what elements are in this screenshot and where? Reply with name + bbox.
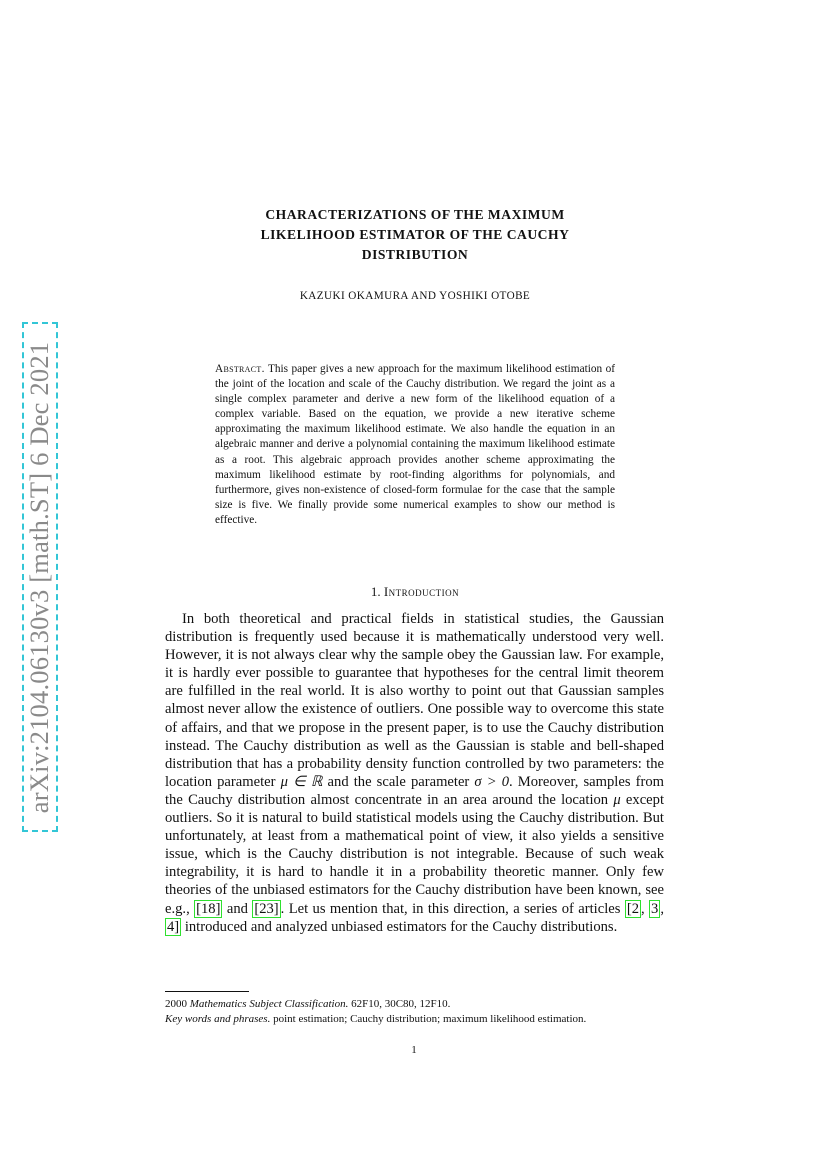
title-line: LIKELIHOOD ESTIMATOR OF THE CAUCHY [260,227,570,242]
section-title: Introduction [383,584,460,599]
citation-separator: , [660,900,664,917]
body-text-segment: and [222,900,253,917]
title-line: DISTRIBUTION [361,247,469,262]
citation-link[interactable]: 4] [167,918,180,935]
body-text-segment: introduced and analyzed unbiased estimators for the Cauchy distributions. [181,918,618,935]
citation-link[interactable]: [23] [254,900,279,917]
paper-title [165,205,665,265]
body-text-segment: and the scale parameter [322,773,475,790]
footnote-divider [165,991,249,992]
author-list: KAZUKI OKAMURA AND YOSHIKI OTOBE [299,290,531,302]
citation-link[interactable]: 3 [651,900,659,917]
page-number: 1 [411,1044,417,1056]
keywords-label: Key words and phrases. [165,1013,271,1025]
msc-year: 2000 [165,998,190,1010]
msc-label: Mathematics Subject Classification. [189,998,349,1010]
citation-link[interactable]: [2 [626,900,639,917]
arxiv-identifier-stamp [22,322,58,832]
section-heading [165,584,665,600]
abstract-label: Abstract. [215,363,265,375]
inline-math: μ ∈ ℝ [280,773,323,790]
body-text-segment: In both theoretical and practical fields in statistical studies, the Gaussian distribution is frequently used because it is mathematically understood very well. However, it is not always clear why the sample obey the Gaussian law. For example, it is hardly ever possible to guarantee that hypotheses for the central limit theorem are fulfilled in the real world. It is also worthy to point out that Gaussian samples almost never allow the existence of outliers. One possible way to overcome this state of affairs, and that we propose in the present paper, is to use the Cauchy distribution instead. The Cauchy distribution as well as the Gaussian is stable and bell-shaped distribution that has a probability density function controlled by two parameters: the location parameter [165,611,664,790]
citation-separator: , [641,900,650,917]
inline-math: μ [613,791,621,808]
abstract-text: This paper gives a new approach for the maximum likelihood estimation of the joint of the location and scale of the Cauchy distribution. We regard the joint as a single complex parameter and derive a new form of the likelihood equation of a complex variable. Based on the equation, we provide a new iterative scheme approximating the maximum likelihood estimate. We also handle the equation in an algebraic manner and derive a polynomial containing the maximum likelihood estimate as a root. This algebraic approach provides another scheme approximating the maximum likelihood estimate by root-finding algorithms for polynomials, and furthermore, gives non-existence of closed-form formulae for the case that the sample size is five. We finally provide some numerical examples to show our method is effective. [215,363,615,526]
keywords-text: point estimation; Cauchy distribution; maximum likelihood estimation. [270,1013,587,1025]
body-text-segment: . Let us mention that, in this direction, a series of articles [280,900,625,917]
msc-codes: 62F10, 30C80, 12F10. [348,998,451,1010]
msc-footnote [165,997,664,1012]
keywords-footnote [165,1012,664,1027]
abstract [215,362,615,528]
footnotes [165,997,664,1027]
inline-math: σ > 0 [474,773,510,790]
body-text-segment: except outliers. So it is natural to build statistical models using the Cauchy distribution. But unfortunately, at least from a mathematical point of view, it also yields a sensitive issue, which is the Cauchy distribution is not integrable. Because of such weak integrability, it is hard to handle it in a probability theoretic manner. Only few theories of the unbiased estimators for the Cauchy distribution have been known, see e.g., [165,791,664,917]
arxiv-identifier-text: arXiv:2104.06130v3 [math.ST] 6 Dec 2021 [24,341,55,813]
introduction-paragraph [165,610,664,936]
section-number: 1. [370,584,381,599]
body-text-segment: . Moreover, samples from the Cauchy distribution almost concentrate in an area around the location [165,773,665,808]
citation-link[interactable]: [18] [196,900,221,917]
title-line: CHARACTERIZATIONS OF THE MAXIMUM [265,207,565,222]
